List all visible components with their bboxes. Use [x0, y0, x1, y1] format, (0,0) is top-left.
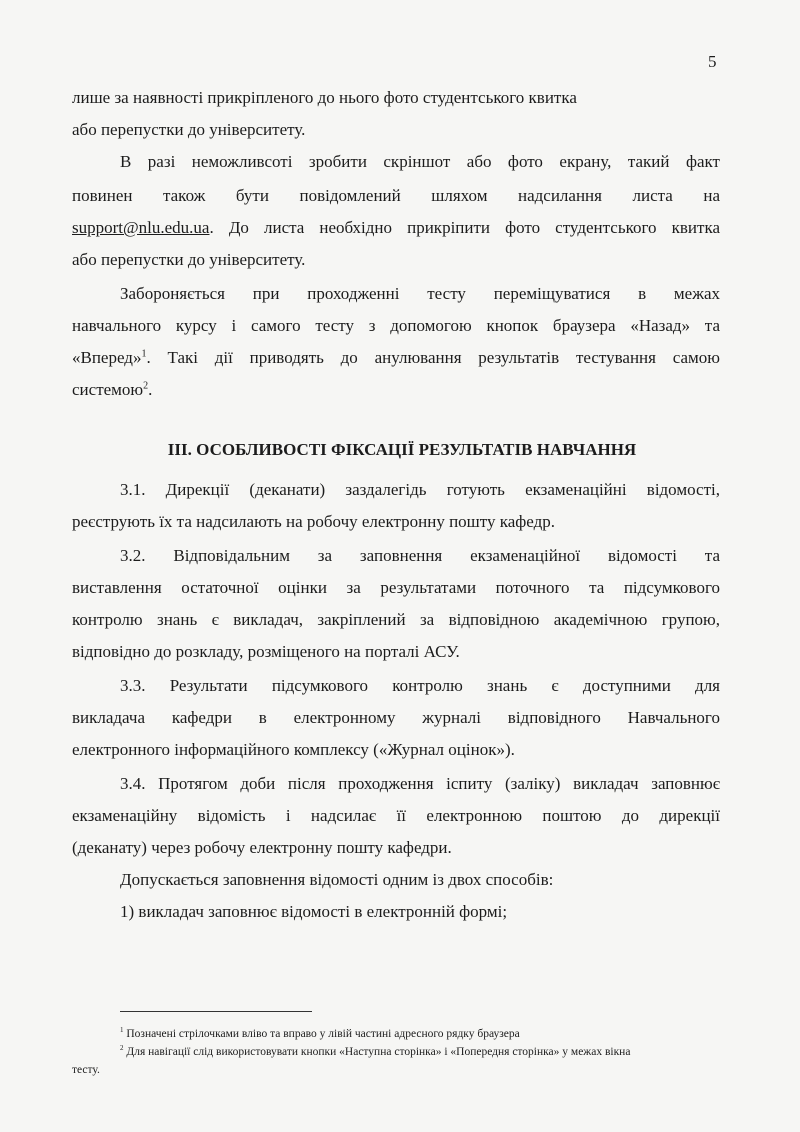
- paragraph-line: виставлення остаточної оцінки за результатами поточного та підсумкового: [72, 578, 720, 597]
- paragraph-line: лише за наявності прикріпленого до нього фото студентського квитка: [72, 88, 577, 107]
- paragraph-line: відповідно до розкладу, розміщеного на порталі АСУ.: [72, 642, 460, 661]
- paragraph-line: навчального курсу і самого тесту з допомогою кнопок браузера «Назад» та: [72, 316, 720, 335]
- paragraph-text: .: [148, 380, 153, 399]
- paragraph-line: повинен також бути повідомлений шляхом надсилання листа на: [72, 186, 720, 205]
- paragraph-text: . Такі дії приводять до анулювання результатів тестування самою: [146, 348, 720, 367]
- paragraph-line: 3.3. Результати підсумкового контролю знань є доступними для: [120, 676, 720, 695]
- paragraph-text: . До листа необхідно прикріпити фото студентського квитка: [209, 218, 720, 237]
- paragraph-line: [72, 218, 720, 238]
- paragraph-line: 3.2. Відповідальним за заповнення екзаменаційної відомості та: [120, 546, 720, 565]
- section-heading: ІІІ. ОСОБЛИВОСТІ ФІКСАЦІЇ РЕЗУЛЬТАТІВ НАВЧАННЯ: [167, 440, 637, 459]
- footnote-ref-1[interactable]: 1: [141, 348, 147, 360]
- paragraph-line: 3.1. Дирекції (деканати) заздалегідь готують екзаменаційні відомості,: [120, 480, 720, 499]
- paragraph-line: Допускається заповнення відомості одним із двох способів:: [120, 870, 554, 889]
- paragraph-text: системою: [72, 380, 144, 399]
- footnote-ref-2[interactable]: 2: [143, 380, 149, 392]
- footnote-2-continuation: тесту.: [72, 1064, 100, 1076]
- footnote-separator: [120, 1011, 312, 1012]
- footnote-text: Для навігації слід використовувати кнопки «Наступна сторінка» і «Попередня сторінка» у межах вікна: [123, 1046, 631, 1058]
- paragraph-line: [72, 348, 720, 368]
- footnote-2: [120, 1045, 630, 1059]
- footnote-number: 2: [120, 1044, 124, 1053]
- paragraph-text: «Вперед»: [72, 348, 142, 367]
- paragraph-line: [72, 380, 720, 400]
- paragraph-line: викладача кафедри в електронному журналі відповідного Навчального: [72, 708, 720, 727]
- support-email-link[interactable]: support@nlu.edu.ua: [72, 218, 210, 237]
- paragraph-line: електронного інформаційного комплексу («Журнал оцінок»).: [72, 740, 515, 759]
- page-number: 5: [708, 52, 717, 71]
- paragraph-line: реєструють їх та надсилають на робочу електронну пошту кафедр.: [72, 512, 556, 531]
- paragraph-line: 3.4. Протягом доби після проходження іспиту (заліку) викладач заповнює: [120, 774, 720, 793]
- paragraph-line: 1) викладач заповнює відомості в електронній формі;: [120, 902, 508, 921]
- footnote-number: 1: [120, 1026, 124, 1035]
- paragraph-line: контролю знань є викладач, закріплений за відповідною академічною групою,: [72, 610, 720, 629]
- paragraph-line: або перепустки до університету.: [72, 250, 306, 269]
- footnote-text: Позначені стрілочками вліво та вправо у лівій частині адресного рядку браузера: [123, 1028, 520, 1040]
- footnote-1: [120, 1027, 520, 1041]
- paragraph-line: (деканату) через робочу електронну пошту кафедри.: [72, 838, 452, 857]
- paragraph-line: екзаменаційну відомість і надсилає її електронною поштою до дирекції: [72, 806, 720, 825]
- paragraph-line: або перепустки до університету.: [72, 120, 306, 139]
- paragraph-line: В разі неможливсоті зробити скріншот або фото екрану, такий факт: [120, 152, 720, 171]
- paragraph-line: Забороняється при проходженні тесту переміщуватися в межах: [120, 284, 720, 303]
